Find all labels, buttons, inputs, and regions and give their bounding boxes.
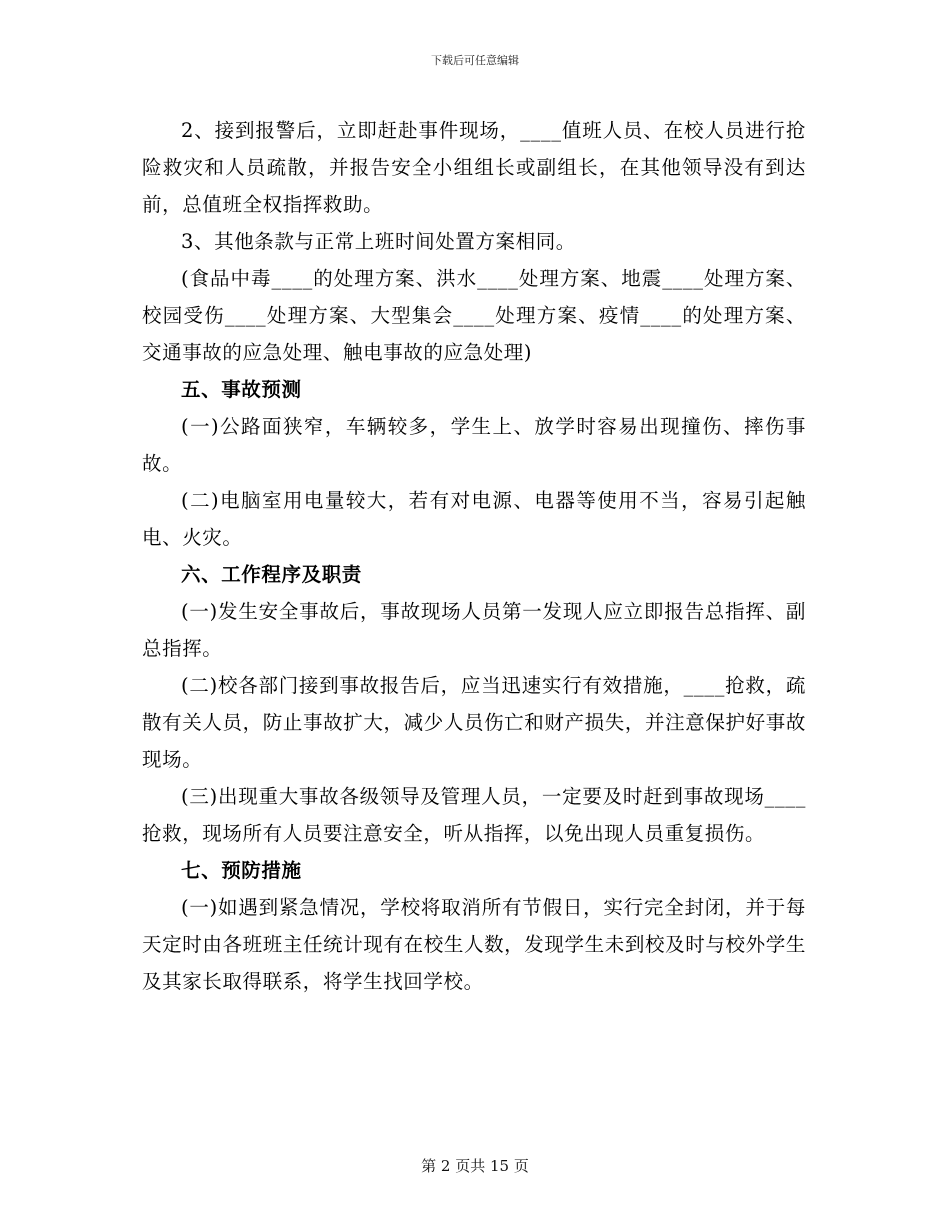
paragraph-emergency-closure: (一)如遇到紧急情况，学校将取消所有节假日，实行完全封闭，并于每天定时由各班班主任统计现有在校生人数，发现学生未到校及时与校外学生及其家长取得联系，将学生找回学校。 <box>142 896 806 993</box>
section-heading-prevention: 七、预防措施 <box>181 859 302 882</box>
section-heading-procedures: 六、工作程序及职责 <box>181 563 362 586</box>
page-number: 第 2 页共 15 页 <box>421 1157 529 1175</box>
paragraph-alarm-response: 2、接到报警后，立即赶赴事件现场，____值班人员、在校人员进行抢险救灾和人员疏散，并报告安全小组组长或副组长，在其他领导没有到达前，总值班全权指挥救助。 <box>142 119 806 216</box>
paragraph-major-accident: (三)出现重大事故各级领导及管理人员，一定要及时赶到事故现场____抢救，现场所有人员要注意安全，听从指挥，以免出现人员重复损伤。 <box>142 785 806 845</box>
paragraph-computer-room-risk: (二)电脑室用电量较大，若有对电源、电器等使用不当，容易引起触电、火灾。 <box>142 489 806 549</box>
document-body <box>142 112 806 1000</box>
section-heading-accident-forecast: 五、事故预测 <box>181 378 302 401</box>
paragraph-report-accident: (一)发生安全事故后，事故现场人员第一发现人应立即报告总指挥、副总指挥。 <box>142 600 806 660</box>
paragraph-plan-list: (食品中毒____的处理方案、洪水____处理方案、地震____处理方案、校园受伤____处理方案、大型集会____处理方案、疫情____的处理方案、交通事故的应急处理、触电事故的应急处理) <box>142 267 806 364</box>
paragraph-other-clauses: 3、其他条款与正常上班时间处置方案相同。 <box>181 230 576 253</box>
page-header: 下载后可任意编辑 <box>431 54 519 67</box>
paragraph-road-risk: (一)公路面狭窄，车辆较多，学生上、放学时容易出现撞伤、摔伤事故。 <box>142 415 806 475</box>
paragraph-department-measures: (二)校各部门接到事故报告后，应当迅速实行有效措施，____抢救，疏散有关人员，防止事故扩大，减少人员伤亡和财产损失，并注意保护好事故现场。 <box>142 674 806 771</box>
